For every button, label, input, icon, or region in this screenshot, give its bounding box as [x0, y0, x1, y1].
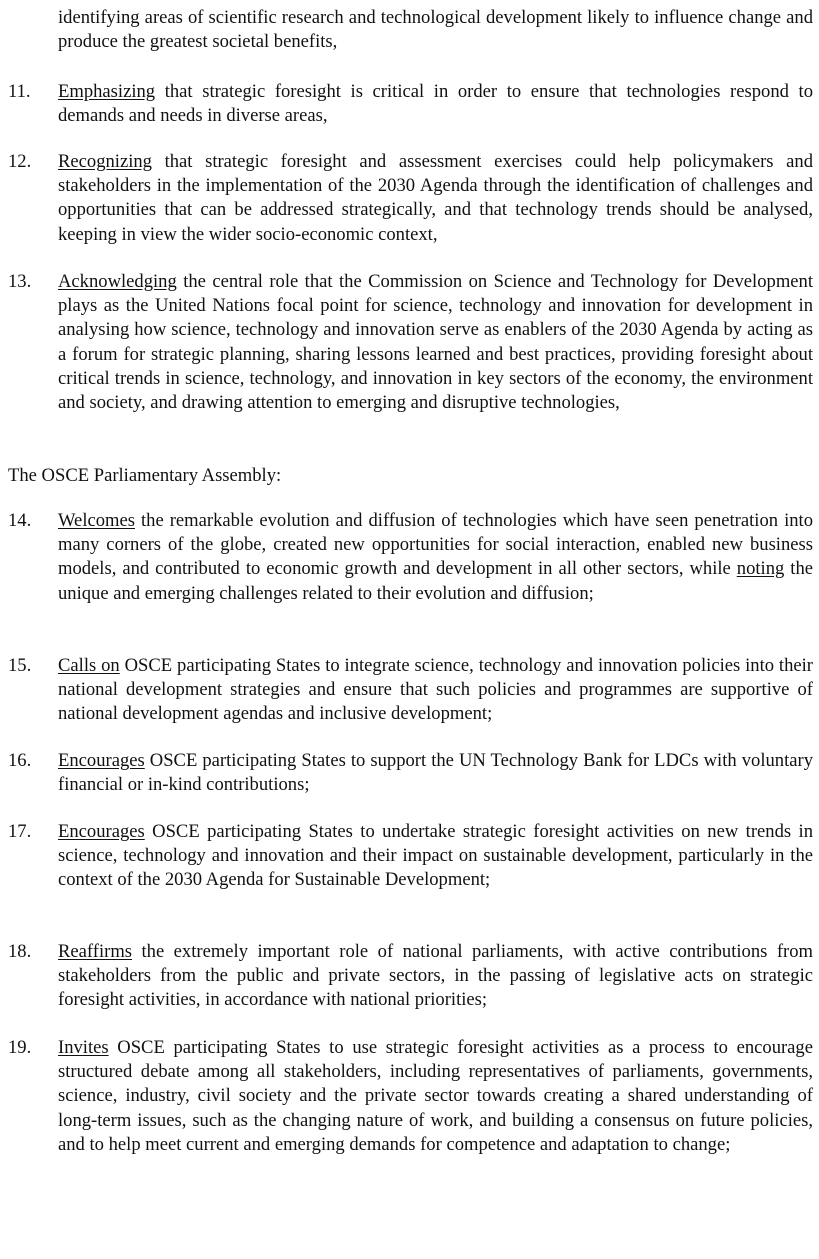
- paragraph-text: the remarkable evolution and diffusion of technologies which have seen penetration into many corners of the globe, created new opportunities for social interaction, enabled new business models, and contributed to economic growth and development in all other sectors, while: [58, 510, 813, 580]
- assembly-heading: The OSCE Parliamentary Assembly:: [8, 465, 282, 486]
- continued-paragraph: identifying areas of scientific research and technological development likely to influence change and produce the greatest societal benefits,: [58, 7, 813, 53]
- paragraph-keyword: Acknowledging: [58, 271, 177, 292]
- operative-paragraph-14: [58, 509, 813, 606]
- paragraph-number: 12.: [8, 151, 32, 172]
- paragraph-number: 16.: [8, 750, 32, 771]
- paragraph-number: 13.: [8, 271, 32, 292]
- paragraph-number: 17.: [8, 821, 32, 842]
- preamble-paragraph-11: [58, 80, 813, 128]
- paragraph-text: OSCE participating States to undertake strategic foresight activities on new trends in science, technology and innovation and their impact on sustainable development, particularly in the context of the 2030 Agenda for Sustainable Development;: [58, 821, 813, 891]
- paragraph-keyword: Recognizing: [58, 151, 152, 172]
- preamble-paragraph-12: [58, 150, 813, 247]
- paragraph-text: the extremely important role of national parliaments, with active contributions from stakeholders from the public and private sectors, in the passing of legislative acts on strategic foresight activities, in accordance with national priorities;: [58, 941, 813, 1011]
- paragraph-text: OSCE participating States to use strategic foresight activities as a process to encourage structured debate among all stakeholders, including representatives of parliaments, governments, science, industry, civil society and the private sector towards creating a shared understanding of long-term issues, such as the changing nature of work, and building a consensus on future policies, and to help meet current and emerging demands for competence and adaptation to change;: [58, 1037, 813, 1155]
- operative-paragraph-16: [58, 749, 813, 797]
- paragraph-keyword-secondary: noting: [736, 558, 785, 580]
- paragraph-keyword: Welcomes: [58, 510, 135, 531]
- paragraph-text: the unique and emerging challenges related to their evolution and diffusion;: [58, 558, 813, 604]
- paragraph-text: that strategic foresight and assessment exercises could help policymakers and stakeholders in the implementation of the 2030 Agenda through the identification of challenges and opportunities that can be addressed strategically, and that technology trends should be analysed, keeping in view the wider socio-economic context,: [58, 151, 813, 245]
- paragraph-keyword: Encourages: [58, 750, 145, 771]
- paragraph-keyword: Invites: [58, 1037, 109, 1058]
- operative-paragraph-19: [58, 1036, 813, 1157]
- preamble-paragraph-13: [58, 270, 813, 415]
- paragraph-text: the central role that the Commission on Science and Technology for Development plays as the United Nations focal point for science, technology and innovation for development in analysing how science, technology and innovation serve as enablers of the 2030 Agenda by acting as a forum for strategic planning, sharing lessons learned and best practices, providing foresight about critical trends in science, technology, and innovation in key sectors of the economy, the environment and society, and drawing attention to emerging and disruptive technologies,: [58, 271, 813, 414]
- paragraph-number: 11.: [8, 81, 31, 102]
- operative-paragraph-18: [58, 940, 813, 1013]
- paragraph-keyword: Calls on: [58, 655, 120, 676]
- paragraph-text: that strategic foresight is critical in order to ensure that technologies respond to demands and needs in diverse areas,: [58, 81, 813, 127]
- paragraph-keyword: Encourages: [58, 821, 145, 842]
- paragraph-text: OSCE participating States to integrate science, technology and innovation policies into their national development strategies and ensure that such policies and programmes are supportive of national development agendas and inclusive development;: [58, 655, 814, 725]
- paragraph-number: 14.: [8, 510, 32, 531]
- paragraph-number: 19.: [8, 1037, 32, 1058]
- paragraph-number: 15.: [8, 655, 32, 676]
- paragraph-keyword: Reaffirms: [58, 941, 133, 962]
- operative-paragraph-15: [58, 654, 813, 727]
- paragraph-number: 18.: [8, 941, 32, 962]
- paragraph-keyword: Emphasizing: [58, 81, 156, 102]
- paragraph-text: OSCE participating States to support the UN Technology Bank for LDCs with voluntary financial or in-kind contributions;: [58, 750, 813, 796]
- operative-paragraph-17: [58, 820, 813, 893]
